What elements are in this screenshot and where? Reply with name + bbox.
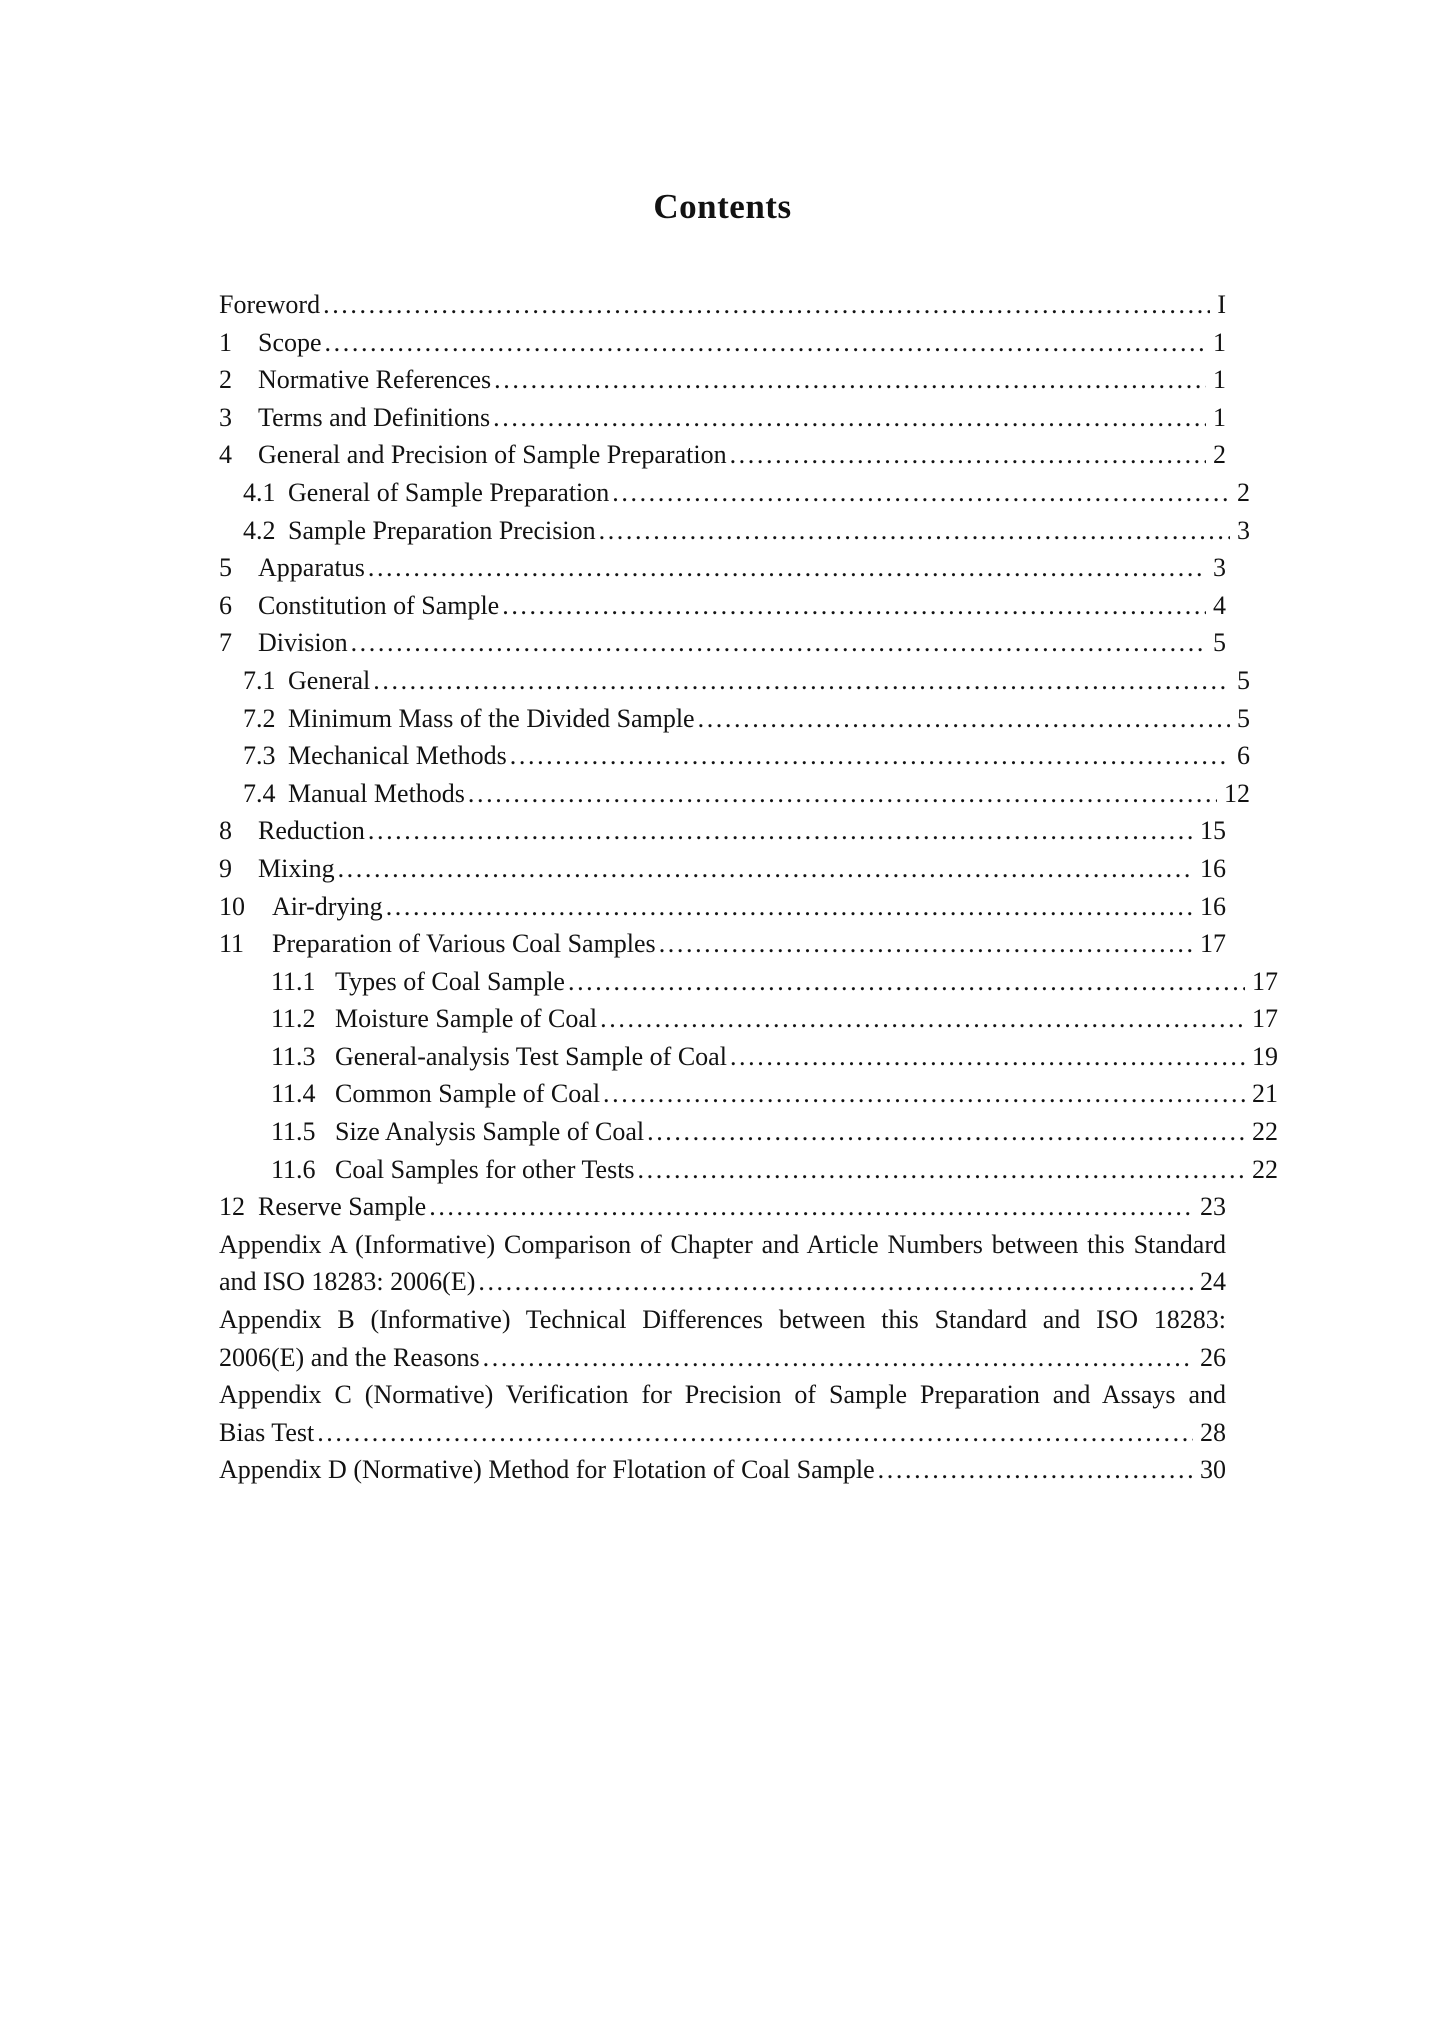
dot-leader: [490, 399, 1206, 437]
table-of-contents: [219, 286, 1278, 1489]
dot-leader: [727, 1038, 1245, 1076]
dot-leader: [365, 549, 1206, 587]
page-number: 5: [1237, 665, 1250, 695]
dot-leader: [875, 1451, 1193, 1489]
entry-label: Terms and Definitions: [258, 402, 491, 432]
entry-number: 7.2: [243, 703, 276, 733]
entry-number: 1: [219, 327, 232, 357]
toc-entry-line: [219, 1263, 1226, 1301]
dot-leader: [322, 324, 1206, 362]
entry-label: Division: [258, 628, 348, 658]
entry-number: 7.1: [243, 665, 276, 695]
entry-label: Minimum Mass of the Divided Sample: [288, 703, 695, 733]
dot-leader: [565, 963, 1245, 1001]
dot-leader: [370, 662, 1230, 700]
entry-number: 11.5: [271, 1117, 316, 1147]
toc-entry-line: [219, 1075, 1278, 1113]
entry-label: and ISO 18283: 2006(E): [219, 1267, 476, 1297]
page-number: 28: [1200, 1417, 1226, 1447]
toc-entry-line: [219, 324, 1226, 362]
toc-entry-line: [219, 587, 1226, 625]
entry-number: 11.4: [271, 1079, 316, 1109]
entry-label: General-analysis Test Sample of Coal: [335, 1041, 727, 1071]
entry-number: 4.2: [243, 515, 276, 545]
toc-entry: [219, 662, 1250, 700]
page-number: 23: [1200, 1192, 1226, 1222]
entry-label: Preparation of Various Coal Samples: [272, 929, 656, 959]
page-number: 2: [1213, 440, 1226, 470]
entry-label: Reduction: [258, 816, 365, 846]
dot-leader: [695, 700, 1230, 738]
toc-entry-line: [219, 361, 1226, 399]
toc-entry: [219, 549, 1226, 587]
entry-label: Appendix C (Normative) Verification for Precision of Sample Preparation and Assays and: [219, 1380, 1226, 1410]
page-number: 12: [1224, 778, 1250, 808]
toc-entry: [219, 775, 1250, 813]
page-number: 17: [1252, 1004, 1278, 1034]
toc-entry-line: [219, 1038, 1278, 1076]
toc-entry: [219, 1226, 1226, 1301]
toc-entry-line: [219, 474, 1250, 512]
dot-leader: [365, 812, 1193, 850]
toc-entry: [219, 361, 1226, 399]
toc-entry-line: [219, 1000, 1278, 1038]
dot-leader: [465, 775, 1217, 813]
entry-label: Common Sample of Coal: [335, 1079, 601, 1109]
entry-label: Bias Test: [219, 1417, 315, 1447]
entry-label: Mixing: [258, 853, 335, 883]
page-number: 16: [1200, 853, 1226, 883]
toc-entry-line: [219, 1151, 1278, 1189]
entry-number: 5: [219, 553, 232, 583]
toc-entry-line: [219, 1451, 1226, 1489]
entry-number: 10: [219, 891, 245, 921]
toc-entry: [219, 474, 1250, 512]
toc-entry: [219, 812, 1226, 850]
entry-number: 4: [219, 440, 232, 470]
toc-entry-line: [219, 286, 1226, 324]
toc-entry-line: [219, 850, 1226, 888]
dot-leader: [335, 850, 1193, 888]
page-number: 5: [1237, 703, 1250, 733]
page-number: 22: [1252, 1117, 1278, 1147]
entry-label: Size Analysis Sample of Coal: [335, 1117, 645, 1147]
dot-leader: [507, 737, 1230, 775]
toc-entry-line: [219, 812, 1226, 850]
toc-entry: [219, 324, 1226, 362]
dot-leader: [609, 474, 1230, 512]
dot-leader: [383, 888, 1193, 926]
page-number: 1: [1213, 365, 1226, 395]
toc-entry-line: [219, 399, 1226, 437]
toc-entry-line: [219, 662, 1250, 700]
toc-entry: [219, 1000, 1278, 1038]
entry-label: Scope: [258, 327, 322, 357]
page-number: 19: [1252, 1041, 1278, 1071]
toc-entry: [219, 925, 1226, 963]
page-number: 17: [1252, 966, 1278, 996]
entry-label: General of Sample Preparation: [288, 477, 610, 507]
entry-label: General: [288, 665, 371, 695]
entry-label: Constitution of Sample: [258, 590, 500, 620]
entry-label: Mechanical Methods: [288, 741, 507, 771]
entry-number: 11.1: [271, 966, 316, 996]
entry-number: 11.3: [271, 1041, 316, 1071]
dot-leader: [600, 1075, 1245, 1113]
page-number: 6: [1237, 741, 1250, 771]
page-number: I: [1217, 290, 1226, 319]
entry-label: Moisture Sample of Coal: [335, 1004, 598, 1034]
toc-entry: [219, 1301, 1226, 1376]
entry-number: 11: [219, 929, 245, 959]
toc-entry: [219, 624, 1226, 662]
toc-entry: [219, 436, 1226, 474]
entry-number: 6: [219, 590, 232, 620]
toc-entry: [219, 587, 1226, 625]
entry-label: Sample Preparation Precision: [288, 515, 596, 545]
page-number: 5: [1213, 628, 1226, 658]
toc-entry: [219, 1188, 1226, 1226]
entry-number: 8: [219, 816, 232, 846]
toc-entry: [219, 737, 1250, 775]
toc-entry-line: [219, 512, 1250, 550]
entry-label: Foreword: [219, 290, 321, 319]
entry-number: 7.3: [243, 741, 276, 771]
toc-entry: [219, 1151, 1278, 1189]
toc-content: [219, 0, 1278, 1489]
toc-entry: [219, 1075, 1278, 1113]
toc-entry: [219, 963, 1278, 1001]
dot-leader: [635, 1151, 1245, 1189]
page-number: 21: [1252, 1079, 1278, 1109]
page-number: 22: [1252, 1154, 1278, 1184]
dot-leader: [320, 286, 1210, 324]
entry-label: Apparatus: [258, 553, 365, 583]
dot-leader: [597, 1000, 1245, 1038]
dot-leader: [656, 925, 1193, 963]
dot-leader: [348, 624, 1206, 662]
page-number: 15: [1200, 816, 1226, 846]
toc-entry: [219, 1038, 1278, 1076]
toc-entry-line: [219, 436, 1226, 474]
toc-entry-line: [219, 888, 1226, 926]
page-number: 17: [1200, 929, 1226, 959]
dot-leader: [644, 1113, 1245, 1151]
entry-label: General and Precision of Sample Preparation: [258, 440, 727, 470]
page-number: 26: [1200, 1342, 1226, 1372]
entry-label: 2006(E) and the Reasons: [219, 1342, 480, 1372]
entry-label: Coal Samples for other Tests: [335, 1154, 635, 1184]
dot-leader: [491, 361, 1206, 399]
toc-entry: [219, 1451, 1226, 1489]
toc-entry-line: [219, 1414, 1226, 1452]
entry-label: Appendix A (Informative) Comparison of Chapter and Article Numbers between this Standard: [219, 1229, 1226, 1259]
entry-label: Types of Coal Sample: [335, 966, 565, 996]
toc-entry: [219, 1113, 1278, 1151]
toc-entry: [219, 888, 1226, 926]
toc-entry-line: [219, 1339, 1226, 1377]
entry-number: 11.2: [271, 1004, 316, 1034]
entry-number: 2: [219, 365, 232, 395]
toc-entry-line: [219, 700, 1250, 738]
dot-leader: [499, 587, 1206, 625]
toc-entry: [219, 286, 1226, 324]
dot-leader: [426, 1188, 1193, 1226]
page-number: 4: [1213, 590, 1226, 620]
toc-entry-line: [219, 925, 1226, 963]
toc-entry: [219, 1376, 1226, 1451]
toc-entry-line: [219, 737, 1250, 775]
entry-label: Manual Methods: [288, 778, 465, 808]
page-number: 2: [1237, 477, 1250, 507]
entry-number: 4.1: [243, 477, 276, 507]
page-title: Contents: [653, 187, 792, 226]
toc-entry: [219, 512, 1250, 550]
toc-entry: [219, 700, 1250, 738]
entry-label: Reserve Sample: [258, 1192, 427, 1222]
page-number: 30: [1200, 1455, 1226, 1485]
dot-leader: [475, 1263, 1193, 1301]
entry-number: 3: [219, 402, 232, 432]
toc-entry-line: [219, 775, 1250, 813]
entry-number: 12: [219, 1192, 245, 1222]
toc-entry-line: [219, 1188, 1226, 1226]
entry-number: 7.4: [243, 778, 276, 808]
page-number: 1: [1213, 402, 1226, 432]
toc-entry: [219, 850, 1226, 888]
entry-label: Air-drying: [272, 891, 383, 921]
entry-label: Appendix B (Informative) Technical Differences between this Standard and ISO 18283:: [219, 1305, 1226, 1335]
page-number: 3: [1213, 553, 1226, 583]
entry-label: Normative References: [258, 365, 492, 395]
dot-leader: [727, 436, 1206, 474]
toc-entry-line: [219, 549, 1226, 587]
dot-leader: [480, 1339, 1193, 1377]
toc-entry-line: [219, 963, 1278, 1001]
page-number: 3: [1237, 515, 1250, 545]
toc-entry-line: [219, 1113, 1278, 1151]
toc-entry: [219, 399, 1226, 437]
entry-number: 7: [219, 628, 232, 658]
page-number: 1: [1213, 327, 1226, 357]
page-number: 16: [1200, 891, 1226, 921]
page-number: 24: [1200, 1267, 1226, 1297]
entry-number: 11.6: [271, 1154, 316, 1184]
toc-entry-line: [219, 624, 1226, 662]
entry-label: Appendix D (Normative) Method for Flotation of Coal Sample: [219, 1455, 875, 1485]
dot-leader: [314, 1414, 1193, 1452]
dot-leader: [596, 512, 1230, 550]
entry-number: 9: [219, 853, 232, 883]
